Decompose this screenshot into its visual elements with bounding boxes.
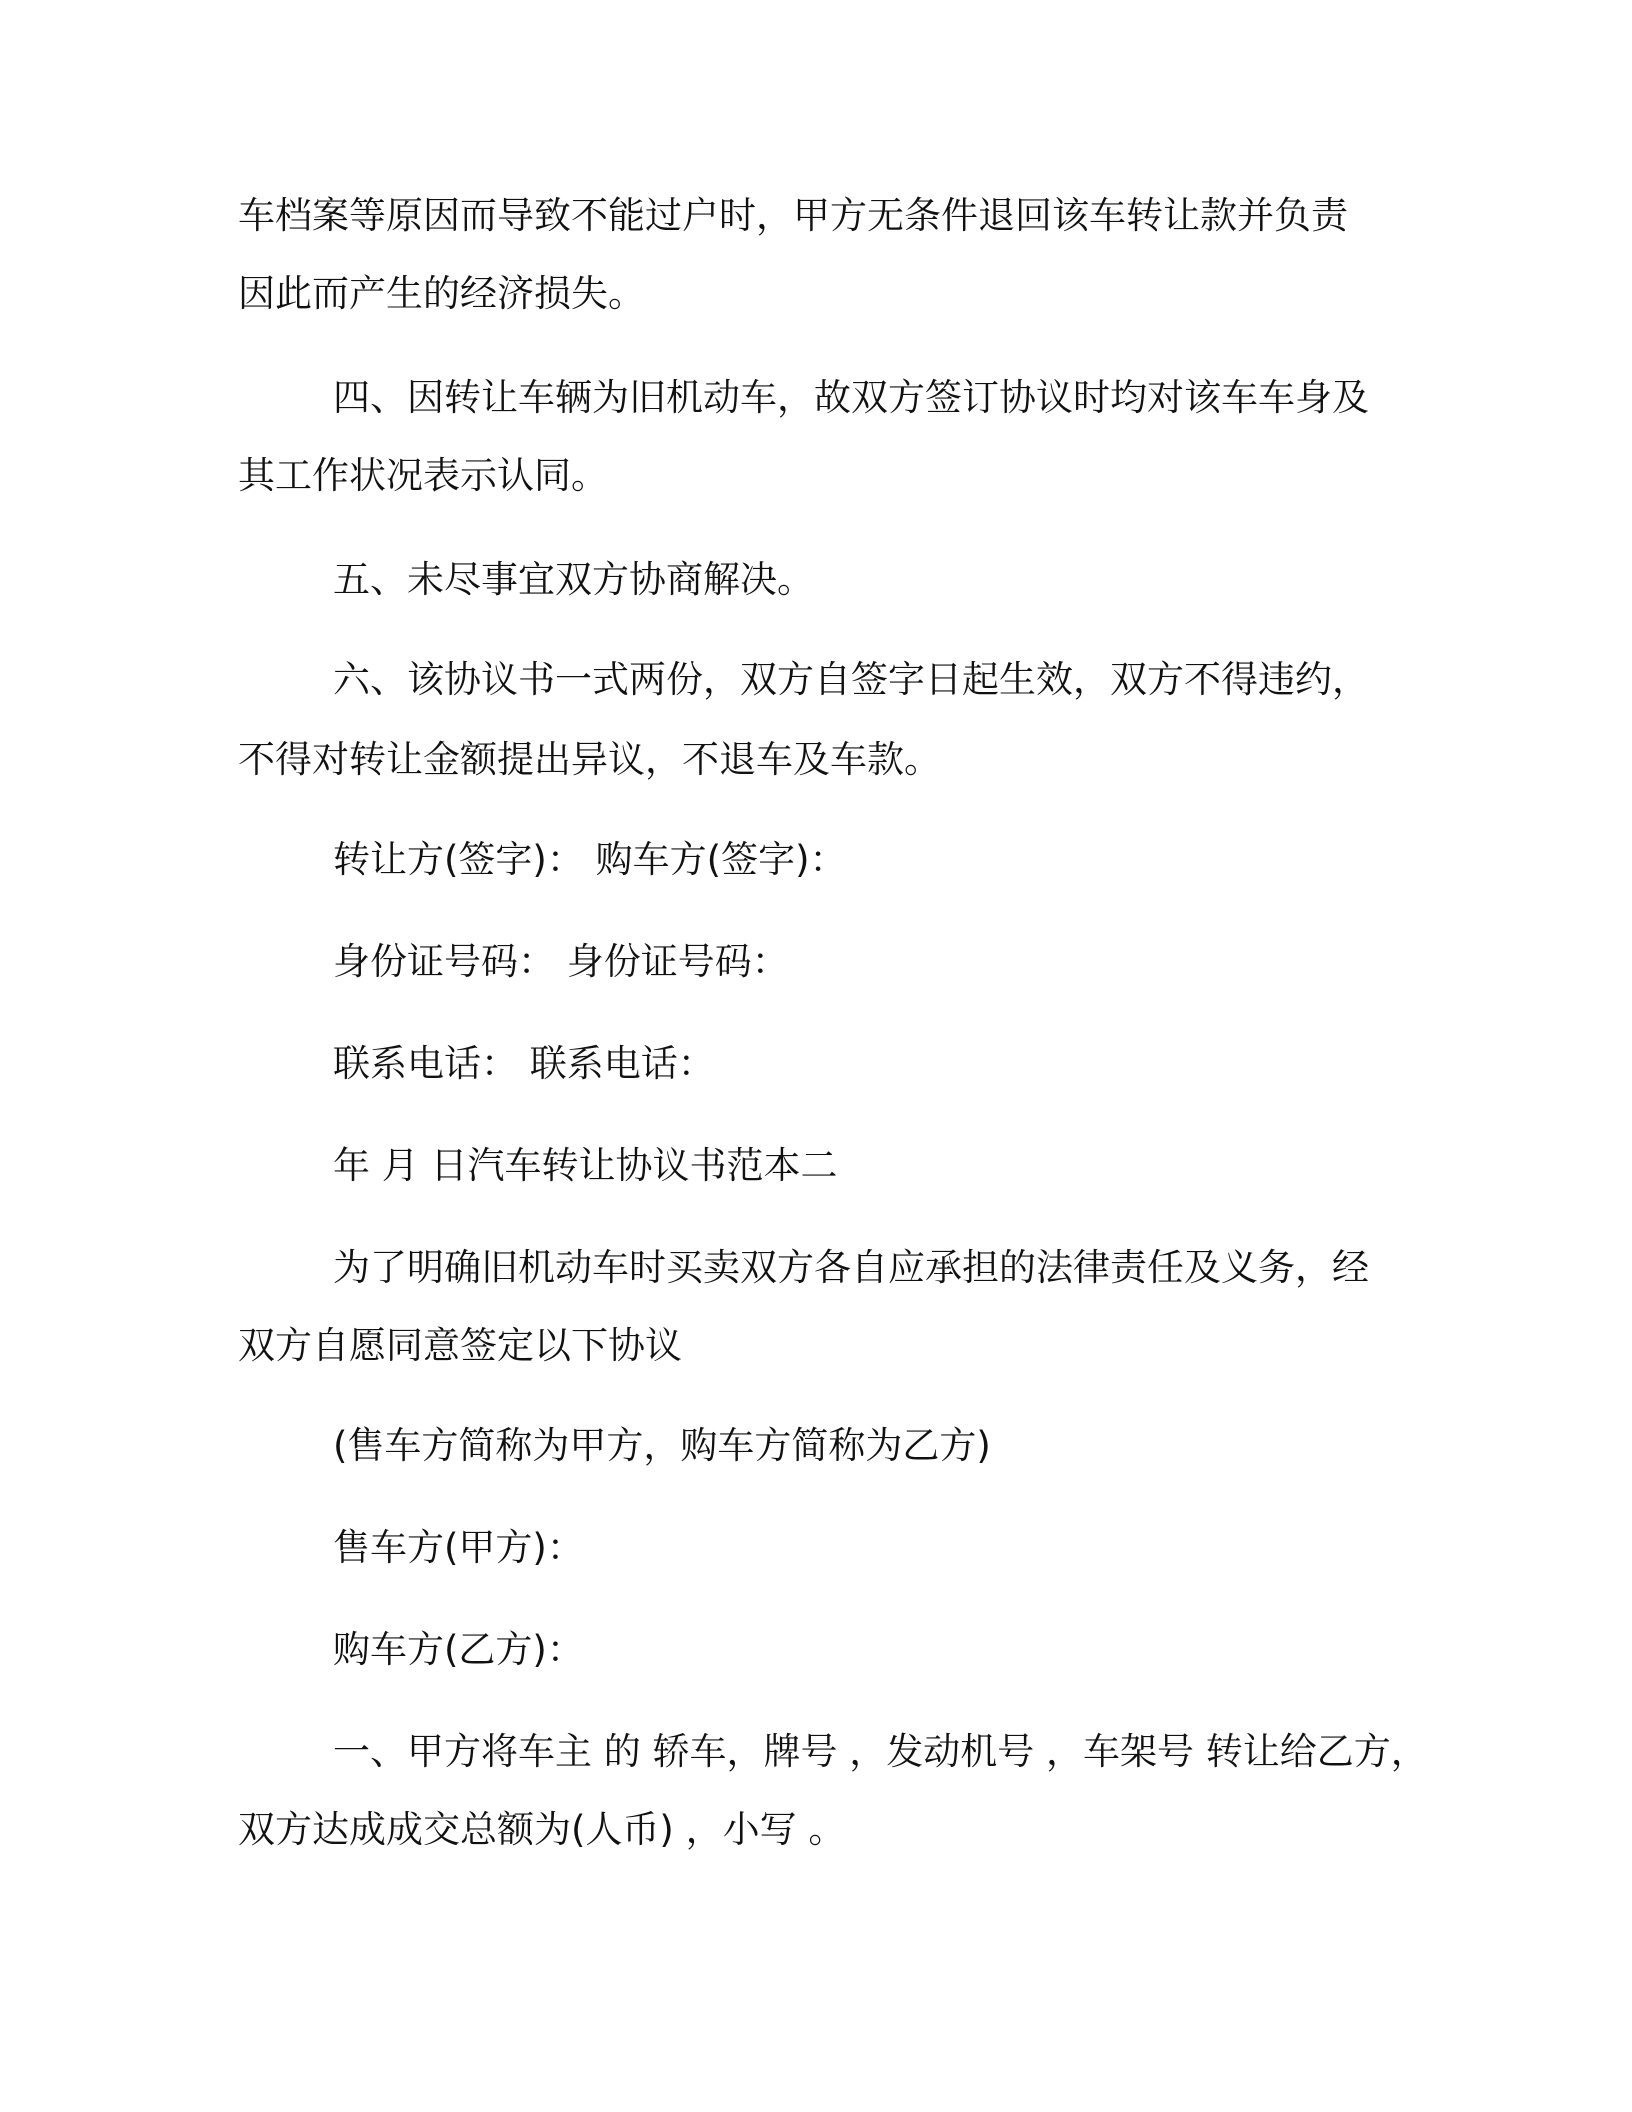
paragraph-6-line-1: 六、该协议书一式两份，双方自签字日起生效，双方不得违约， [333, 658, 1369, 701]
paragraph-4-line-1: 四、因转让车辆为旧机动车，故双方签订协议时均对该车车身及 [333, 376, 1369, 419]
clause-1-line-1: 一、甲方将车主 的 轿车，牌号 ，发动机号 ，车架号 转让给乙方， [333, 1730, 1428, 1773]
date-and-template-title: 年 月 日汽车转让协议书范本二 [333, 1144, 838, 1187]
abbreviation-note: (售车方简称为甲方，购车方简称为乙方) [333, 1424, 991, 1467]
paragraph-4-line-2: 其工作状况表示认同。 [238, 454, 608, 497]
seller-label: 售车方(甲方)： [333, 1526, 584, 1569]
paragraph-3-line-2: 因此而产生的经济损失。 [238, 272, 645, 315]
signature-line: 转让方(签字)： 购车方(签字)： [333, 838, 847, 881]
clause-1-line-2: 双方达成成交总额为(人币) ，小写 。 [238, 1808, 846, 1851]
intro-line-2: 双方自愿同意签定以下协议 [238, 1324, 682, 1367]
id-number-line: 身份证号码： 身份证号码： [333, 940, 789, 983]
paragraph-6-line-2: 不得对转让金额提出异议，不退车及车款。 [238, 738, 941, 781]
buyer-label: 购车方(乙方)： [333, 1628, 584, 1671]
intro-line-1: 为了明确旧机动车时买卖双方各自应承担的法律责任及义务，经 [333, 1246, 1369, 1289]
paragraph-3-line-1: 车档案等原因而导致不能过户时，甲方无条件退回该车转让款并负责 [238, 194, 1348, 237]
paragraph-5: 五、未尽事宜双方协商解决。 [333, 558, 814, 601]
phone-line: 联系电话： 联系电话： [333, 1042, 715, 1085]
